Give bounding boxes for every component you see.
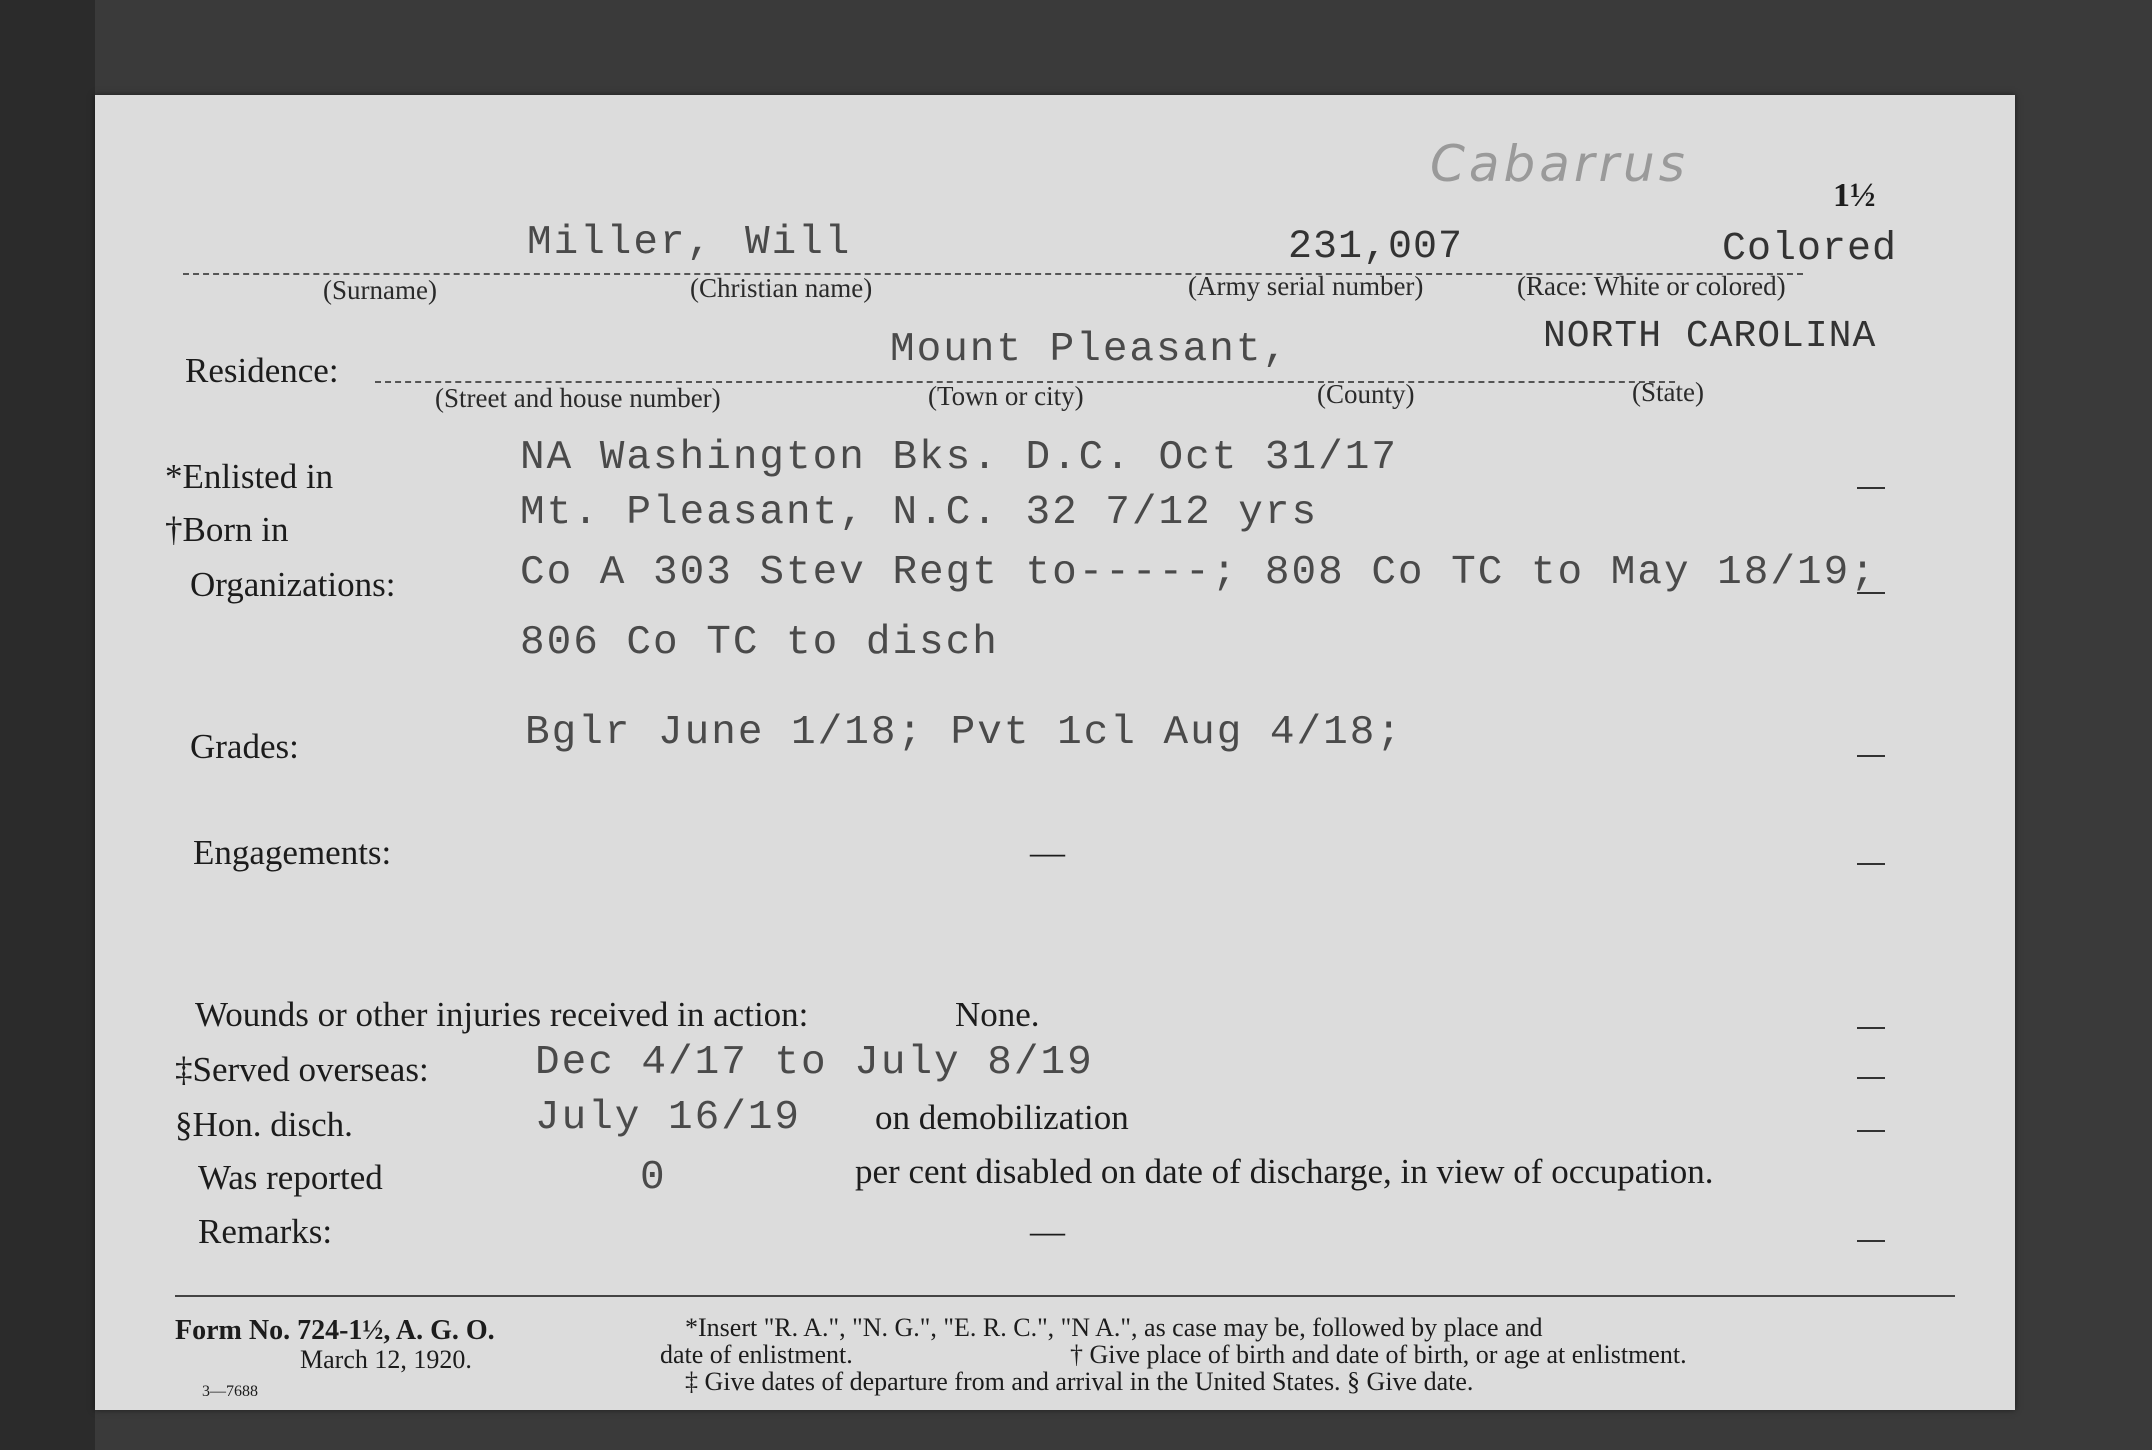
surname-value: Miller,: [527, 220, 714, 266]
was-reported-label: Was reported: [198, 1158, 383, 1197]
caption-state: (State): [1632, 377, 1704, 407]
footnote-overseas: ‡ Give dates of departure from and arrival in the United States. § Give date.: [685, 1367, 1474, 1396]
wounds-value: None.: [955, 995, 1040, 1034]
serial-number-value: 231,007: [1288, 225, 1464, 270]
born-label: †Born in: [165, 510, 289, 549]
caption-serial-number: (Army serial number): [1188, 271, 1424, 301]
margin-dash: [1857, 1240, 1885, 1242]
caption-town: (Town or city): [928, 381, 1084, 411]
organizations-label: Organizations:: [190, 565, 396, 604]
organizations-line-2: 806 Co TC to disch: [520, 620, 999, 666]
footer-rule: [175, 1295, 1955, 1297]
margin-dash: [1857, 863, 1885, 865]
scan-background: [0, 0, 95, 1450]
remarks-label: Remarks:: [198, 1212, 333, 1251]
pencil-county-note: Cabarrus: [1430, 135, 1689, 193]
margin-dash: [1857, 1027, 1885, 1029]
served-overseas-value: Dec 4/17 to July 8/19: [535, 1040, 1094, 1086]
service-record-card: [95, 95, 2015, 1410]
residence-state-value: NORTH CAROLINA: [1543, 315, 1877, 358]
grades-label: Grades:: [190, 727, 299, 766]
caption-race: (Race: White or colored): [1517, 271, 1786, 301]
residence-label: Residence:: [185, 351, 339, 390]
fraction-mark: 1½: [1833, 177, 1876, 214]
christian-name-value: Will: [745, 220, 852, 266]
hon-disch-note: on demobilization: [875, 1098, 1129, 1137]
percent-disabled-note: per cent disabled on date of discharge, in view of occupation.: [855, 1152, 1714, 1191]
race-value: Colored: [1722, 227, 1898, 272]
enlisted-label: *Enlisted in: [165, 457, 334, 496]
residence-town-value: Mount Pleasant,: [890, 327, 1290, 373]
born-value: Mt. Pleasant, N.C. 32 7/12 yrs: [520, 490, 1319, 536]
caption-surname: (Surname): [323, 275, 437, 305]
organizations-line-1: Co A 303 Stev Regt to-----; 808 Co TC to May 18/19;: [520, 550, 1877, 596]
enlisted-value: NA Washington Bks. D.C. Oct 31/17: [520, 435, 1398, 481]
margin-dash: [1857, 1077, 1885, 1079]
form-number: Form No. 724-1½, A. G. O.: [175, 1315, 495, 1346]
footnote-insert-line-2: date of enlistment.: [660, 1340, 853, 1369]
engagements-value: —: [1030, 833, 1065, 872]
served-overseas-label: ‡Served overseas:: [175, 1050, 429, 1089]
margin-dash: [1857, 487, 1885, 489]
form-date: March 12, 1920.: [300, 1345, 472, 1374]
margin-dash: [1857, 755, 1885, 757]
footnote-insert-line-1: *Insert "R. A.", "N. G.", "E. R. C.", "N A.", as case may be, followed by place and: [685, 1313, 1543, 1342]
margin-dash: [1857, 592, 1885, 594]
wounds-label: Wounds or other injuries received in action:: [195, 995, 809, 1034]
remarks-value: —: [1030, 1212, 1065, 1251]
print-code: 3—7688: [202, 1383, 258, 1400]
engagements-label: Engagements:: [193, 833, 392, 872]
hon-disch-label: §Hon. disch.: [175, 1105, 353, 1144]
caption-christian-name: (Christian name): [690, 273, 873, 303]
hon-disch-value: July 16/19: [535, 1095, 802, 1141]
caption-county: (County): [1317, 379, 1415, 409]
grades-value: Bglr June 1/18; Pvt 1cl Aug 4/18;: [525, 710, 1403, 756]
caption-street: (Street and house number): [435, 383, 721, 413]
margin-dash: [1857, 1130, 1885, 1132]
footnote-born: † Give place of birth and date of birth, or age at enlistment.: [1070, 1340, 1687, 1369]
percent-disabled-value: 0: [640, 1155, 667, 1201]
